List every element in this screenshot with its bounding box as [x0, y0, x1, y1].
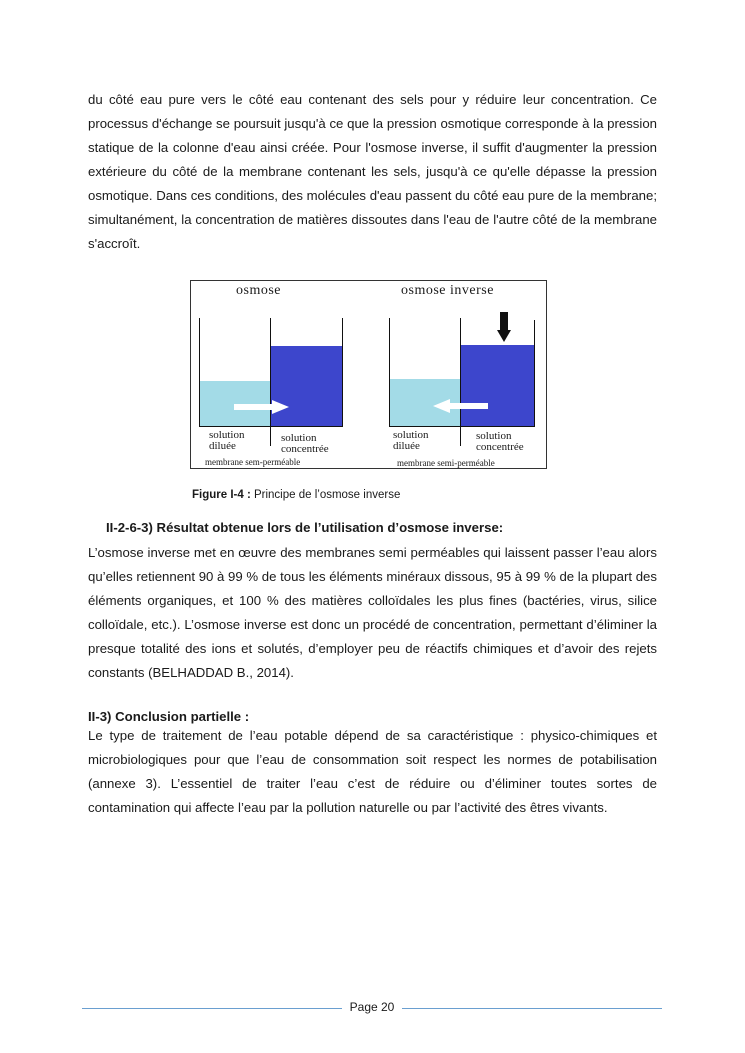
membrane-label-left: membrane sem-perméable [205, 457, 301, 467]
tank-wall [534, 320, 535, 426]
figure-title-osmose: osmose [236, 283, 281, 298]
label-line: concentrée [281, 443, 329, 455]
pressure-arrow-down-icon [497, 312, 511, 342]
label-line: solution [393, 429, 429, 441]
tank-wall [342, 318, 343, 426]
label-concentrated-left [281, 433, 329, 455]
section-heading-resultat: II-2-6-3) Résultat obtenue lors de l’utilisation d’osmose inverse: [106, 520, 504, 535]
label-line: solution [476, 430, 512, 442]
paragraph-osmosis-process: du côté eau pure vers le côté eau contenant des sels pour y réduire leur concentration. Ce processus d'échange se poursuit jusqu'à ce que la pression osmotique corresponde à la pression statique de la colonne d'eau ainsi créée. Pour l'osmose inverse, il suffit d'augmenter la pression extérieure du côté de la membrane contenant les sels, jusqu'à ce qu'elle dépasse la pression osmotique. Dans ces conditions, des molécules d'eau passent du côté eau pure de la membrane; simultanément, la concentration de matières dissoutes dans l'eau de l'autre côté de la membrane s'accroît. [88, 92, 657, 251]
paragraph-resultat: L’osmose inverse met en œuvre des membranes semi perméables qui laissent passer l’eau alors qu’elles retiennent 90 à 99 % de tous les éléments minéraux dissous, 95 à 99 % de la plupart des éléments organiques, et 100 % des matières colloïdales les plus fines (bactéries, virus, silice colloïdale, etc.). L’osmose inverse est donc un procédé de concentration, permettant d’éliminer la presque totalité des ions et solutés, d’employer peu de réactifs chimiques et d’avoir des rejets constants (BELHADDAD B., 2014). [88, 545, 657, 680]
label-line: solution [209, 429, 245, 441]
osmosis-figure [190, 280, 547, 469]
section-heading-conclusion: II-3) Conclusion partielle : [88, 709, 250, 724]
tank-wall [199, 318, 200, 426]
label-line: concentrée [476, 441, 524, 453]
page-number [82, 1000, 662, 1014]
label-diluted-left [209, 430, 244, 452]
tank-wall [389, 318, 390, 426]
label-line: solution [281, 432, 317, 444]
page-footer [82, 1000, 662, 1016]
tank-floor [199, 426, 343, 427]
arrow-left-icon [433, 398, 489, 414]
paragraph-conclusion: Le type de traitement de l’eau potable dépend de sa caractéristique : physico-chimiques et microbiologiques pour que l’eau de consommation soit respect les normes de potabilisation (annexe 3). L’essentiel de traiter l’eau c’est de réduire ou d’éliminer toutes sortes de contamination qui affecte l’eau par la pollution naturelle ou par l’activité des êtres vivants. [88, 728, 657, 815]
label-concentrated-right [476, 431, 524, 453]
figure-title-osmose-inverse: osmose inverse [401, 283, 494, 298]
page-number-text: Page 20 [342, 1000, 403, 1014]
caption-label: Figure I-4 : [192, 489, 251, 501]
label-diluted-right [393, 430, 428, 452]
label-line: diluée [393, 440, 420, 452]
arrow-right-icon [234, 399, 290, 415]
label-line: diluée [209, 440, 236, 452]
tank-floor [389, 426, 535, 427]
caption-text: Principe de l’osmose inverse [250, 489, 401, 501]
figure-caption [192, 489, 400, 501]
membrane-label-right: membrane semi-perméable [397, 458, 495, 468]
